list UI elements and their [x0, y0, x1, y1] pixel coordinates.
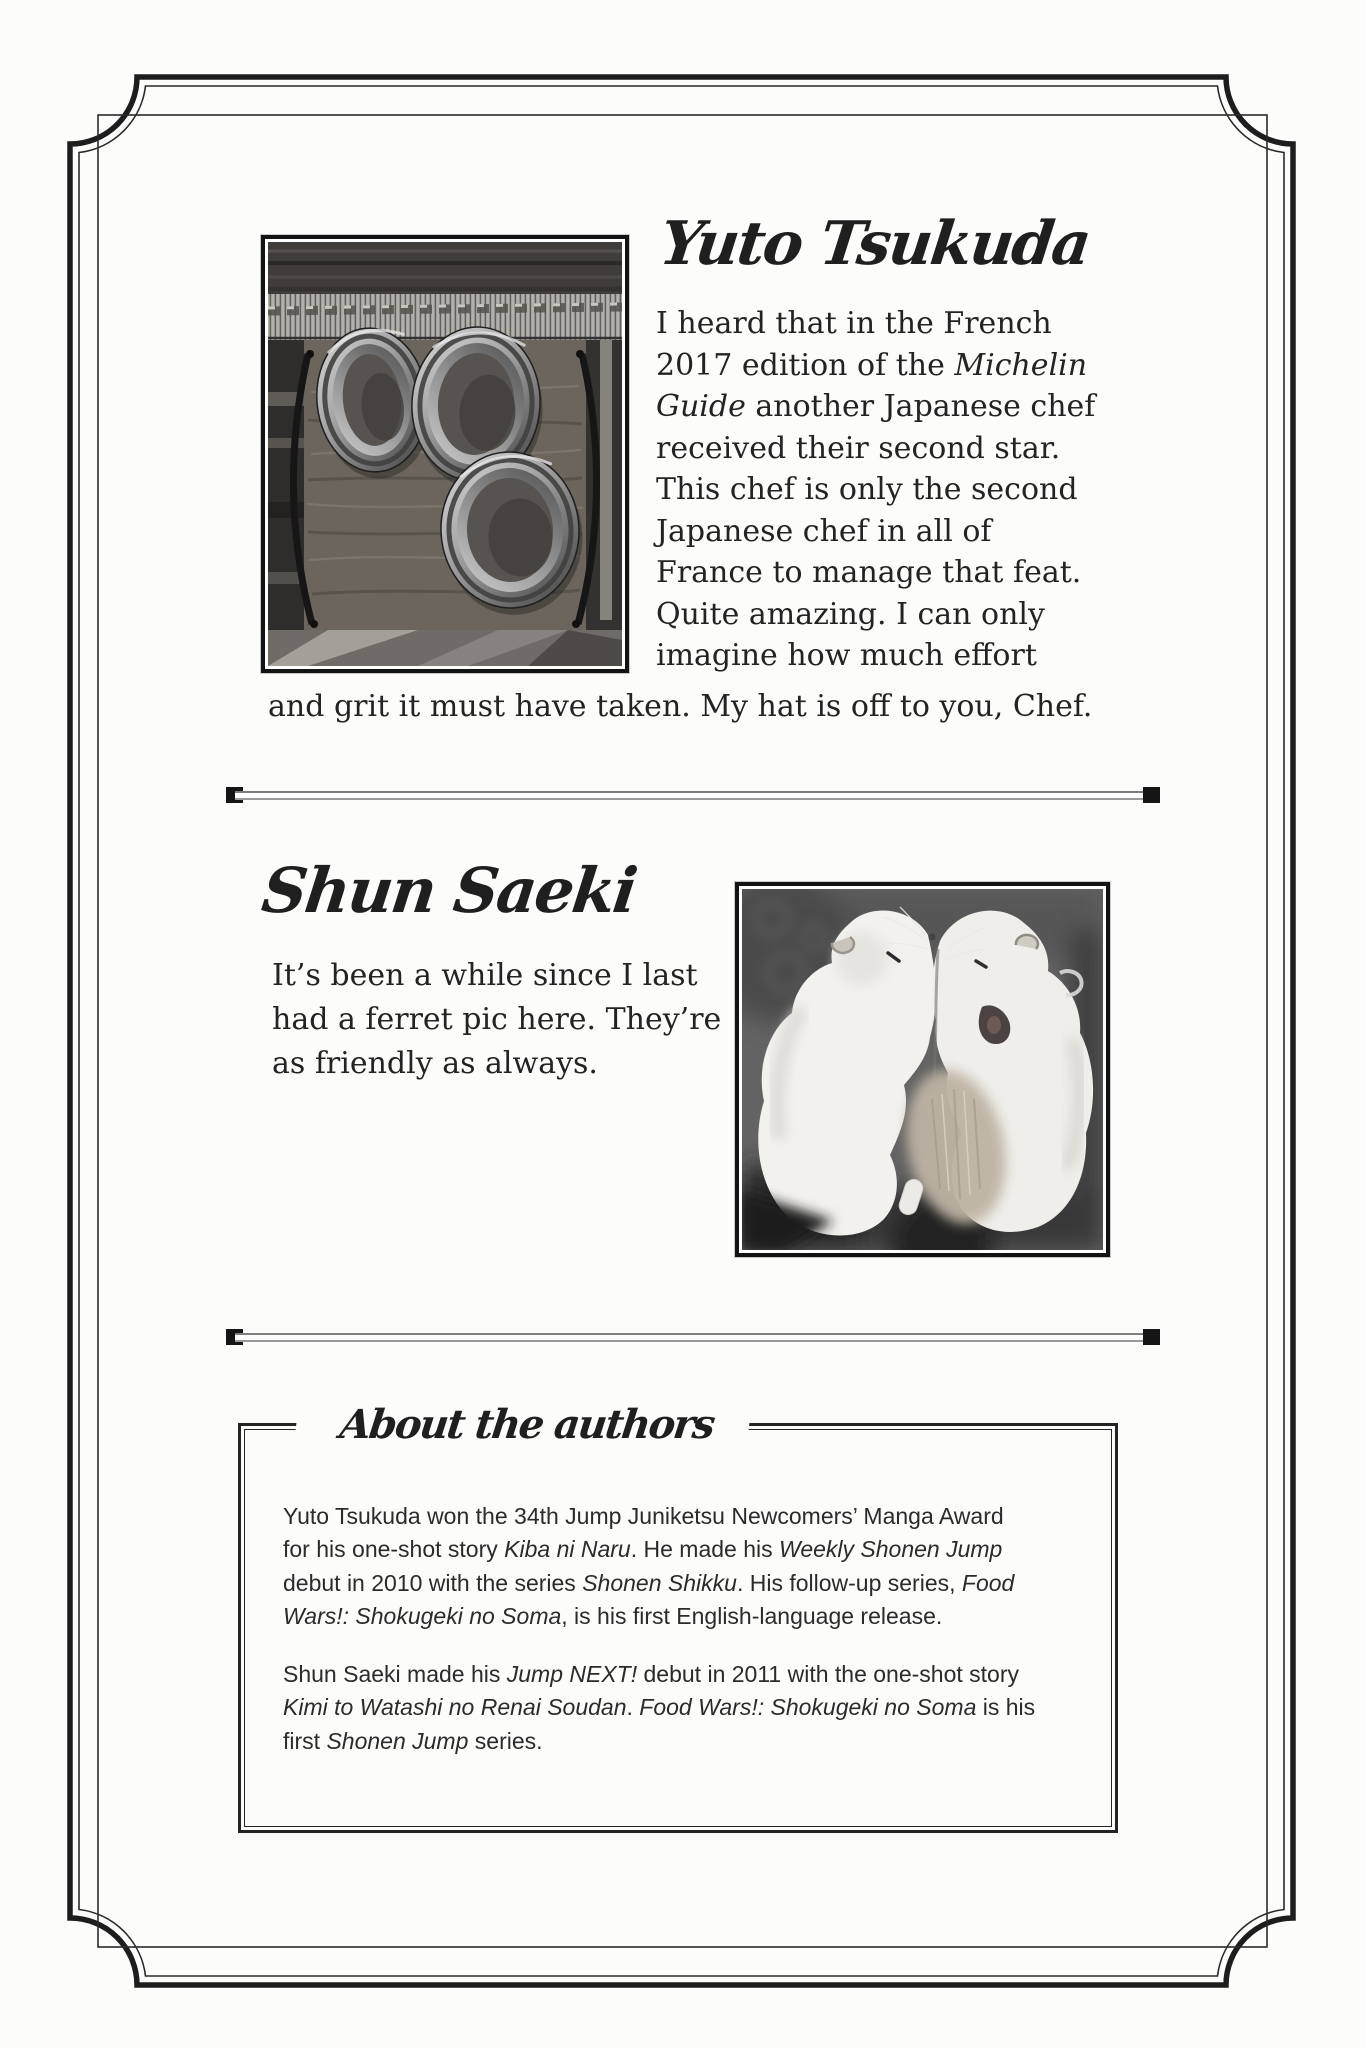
text-run: Jump NEXT! [506, 1661, 638, 1687]
text-line [268, 686, 1092, 727]
text-run: This chef is only the second [656, 472, 1078, 507]
author-name-shun-saeki: Shun Saeki [258, 854, 640, 927]
text-run: Japanese chef in all of [656, 513, 992, 549]
author-name-yuto-tsukuda: Yuto Tsukuda [656, 209, 1094, 279]
text-run: Michelin [954, 347, 1088, 383]
text-line [656, 552, 1095, 594]
text-run: Shonen Shikku [582, 1569, 737, 1596]
text-run: I heard that in the French [656, 306, 1052, 341]
ferrets-photo [735, 882, 1110, 1257]
text-run: debut in 2011 with the one-shot story [637, 1661, 1019, 1687]
divider-rule [235, 1333, 1151, 1342]
about-the-authors-box [238, 1401, 1118, 1833]
text-line [283, 1600, 1014, 1633]
text-run: , is his first English-language release. [561, 1603, 943, 1630]
text-run: debut in 2010 with the series [283, 1569, 583, 1596]
text-run: another Japanese chef [745, 389, 1096, 424]
text-run: France to manage that feat. [656, 555, 1082, 590]
text-run: is his [976, 1694, 1036, 1721]
text-line [656, 594, 1095, 636]
plates-photo [261, 235, 629, 673]
divider-end-square-right [1143, 1329, 1160, 1345]
text-run: . He made his [630, 1536, 780, 1563]
yuto-comment-last-line [268, 686, 1092, 727]
text-run: Guide [656, 389, 746, 424]
text-run: Food [961, 1569, 1015, 1596]
text-line [283, 1500, 1014, 1533]
yuto-comment-column [656, 303, 1095, 677]
text-line [656, 511, 1095, 553]
text-line [656, 386, 1095, 428]
about-paragraph-yuto [283, 1500, 1014, 1634]
text-line [283, 1533, 1014, 1566]
text-line [656, 428, 1095, 470]
text-line [283, 1725, 1035, 1758]
text-run: received their second star. [656, 430, 1061, 466]
text-run: It’s been a while since I last [272, 958, 698, 993]
text-run: Quite amazing. I can only [656, 596, 1045, 632]
section-divider-2 [226, 1329, 1160, 1346]
shun-comment-column [272, 954, 721, 1086]
text-line [283, 1691, 1035, 1724]
text-run: . His follow-up series, [736, 1569, 962, 1596]
text-run: Yuto Tsukuda won the 34th Jump Juniketsu Newcomers’ Manga Award [283, 1503, 1004, 1529]
text-line [656, 469, 1095, 511]
text-line [272, 1042, 721, 1086]
text-line [272, 954, 721, 998]
text-run: Weekly Shonen Jump [779, 1536, 1003, 1563]
text-run: for his one-shot story [283, 1536, 505, 1563]
divider-rule [235, 791, 1151, 800]
text-run: . [626, 1694, 640, 1721]
text-run: Kimi to Watashi no Renai Soudan [283, 1694, 627, 1721]
about-the-authors-title: About the authors [293, 1399, 752, 1451]
text-line [272, 998, 721, 1042]
section-divider-1 [226, 787, 1160, 804]
text-line [283, 1567, 1014, 1600]
ferret-left-nose [929, 934, 936, 941]
divider-end-square-right [1143, 787, 1160, 803]
text-run: first [283, 1727, 327, 1754]
text-line [283, 1658, 1035, 1691]
text-run: series. [468, 1727, 543, 1754]
text-run: 2017 edition of the [656, 347, 955, 383]
text-run: Shun Saeki made his [283, 1661, 507, 1687]
text-run: as friendly as always. [272, 1046, 598, 1081]
ferrets-photo-image [742, 889, 1103, 1250]
text-run: Food Wars!: Shokugeki no Soma [639, 1694, 977, 1721]
text-run: and grit it must have taken. My hat is off to you, Chef. [268, 689, 1093, 724]
text-run: Wars!: Shokugeki no Soma [283, 1603, 562, 1630]
text-line [656, 345, 1095, 387]
text-run: Shonen Jump [326, 1727, 469, 1754]
about-paragraph-shun [283, 1658, 1035, 1758]
text-run: Kiba ni Naru [504, 1536, 631, 1563]
text-run: had a ferret pic here. They’re [272, 1002, 722, 1037]
text-run: imagine how much effort [656, 638, 1037, 673]
text-line [656, 303, 1095, 345]
plates-photo-image [268, 242, 622, 666]
text-line [656, 635, 1095, 677]
